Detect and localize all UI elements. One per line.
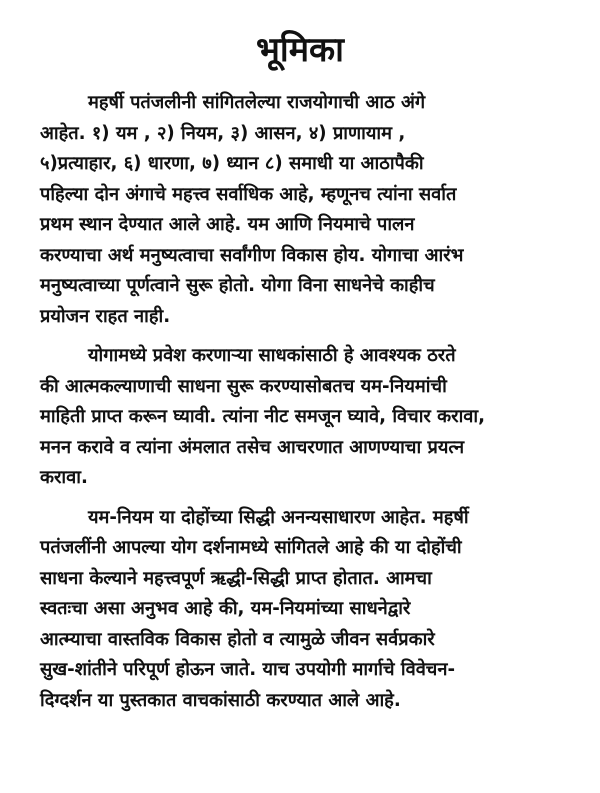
page-title: भूमिका: [256, 30, 344, 70]
paragraph-3: [40, 503, 560, 717]
text-line: स्वतःचा असा अनुभव आहे की, यम-नियमांच्या साधनेद्वारे: [40, 598, 411, 619]
text-line: माहिती प्राप्त करून घ्यावी. त्यांना नीट समजून घ्यावे, विचार करावा,: [40, 406, 486, 427]
text-line: दिग्दर्शन या पुस्तकात वाचकांसाठी करण्यात आले आहे.: [40, 689, 401, 711]
text-line: मनन करावे व त्यांना अंमलात तसेच आचरणात आणण्याचा प्रयत्न: [40, 436, 465, 458]
text-line: [40, 88, 560, 119]
text-line: पहिल्या दोन अंगाचे महत्त्व सर्वाधिक आहे, म्हणूनच त्यांना सर्वात: [40, 183, 457, 205]
text-line: ५)प्रत्याहार, ६) धारणा, ७) ध्यान ८) समाधी या आठापैकी: [40, 153, 424, 174]
text-line: प्रयोजन राहत नाही.: [40, 305, 171, 327]
text-line: मनुष्यत्वाच्या पूर्णत्वाने सुरू होतो. योगा विना साधनेचे काहीच: [40, 275, 435, 296]
text-line-content: योगामध्ये प्रवेश करणाऱ्या साधकांसाठी हे आवश्यक ठरते: [88, 345, 456, 366]
text-line: की आत्मकल्याणाची साधना सुरू करण्यासोबतच यम-नियमांची: [40, 375, 447, 397]
text-line: [40, 503, 560, 534]
text-line-content: यम-नियम या दोहोंच्या सिद्धी अनन्यसाधारण आहेत. महर्षी: [88, 506, 469, 528]
paragraph-spacer: [40, 494, 560, 503]
paragraph-spacer: [40, 332, 560, 341]
text-line-content: महर्षी पतंजलीनी सांगितलेल्या राजयोगाची आठ अंगे: [88, 92, 426, 113]
text-line: सुख-शांतीने परिपूर्ण होऊन जाते. याच उपयोगी मार्गाचे विवेचन-: [40, 659, 456, 680]
text-line: आहेत. १) यम , २) नियम, ३) आसन, ४) प्राणायाम ,: [40, 122, 406, 144]
text-line: साधना केल्याने महत्त्वपूर्ण ऋद्धी-सिद्धी प्राप्त होतात. आमचा: [40, 567, 432, 589]
text-line: करण्याचा अर्थ मनुष्यत्वाचा सर्वांगीण विकास होय. योगाचा आरंभ: [40, 244, 464, 266]
text-line: करावा.: [40, 467, 88, 488]
text-line: पतंजलींनी आपल्या योग दर्शनामध्ये सांगितले आहे की या दोहोंची: [40, 537, 462, 558]
text-line: प्रथम स्थान देण्यात आले आहे. यम आणि नियमाचे पालन: [40, 214, 415, 235]
paragraph-1: [40, 88, 560, 332]
text-line: आत्म्याचा वास्तविक विकास होतो व त्यामुळे जीवन सर्वप्रकारे: [40, 628, 435, 650]
paragraph-2: [40, 341, 560, 494]
text-line: [40, 341, 560, 372]
